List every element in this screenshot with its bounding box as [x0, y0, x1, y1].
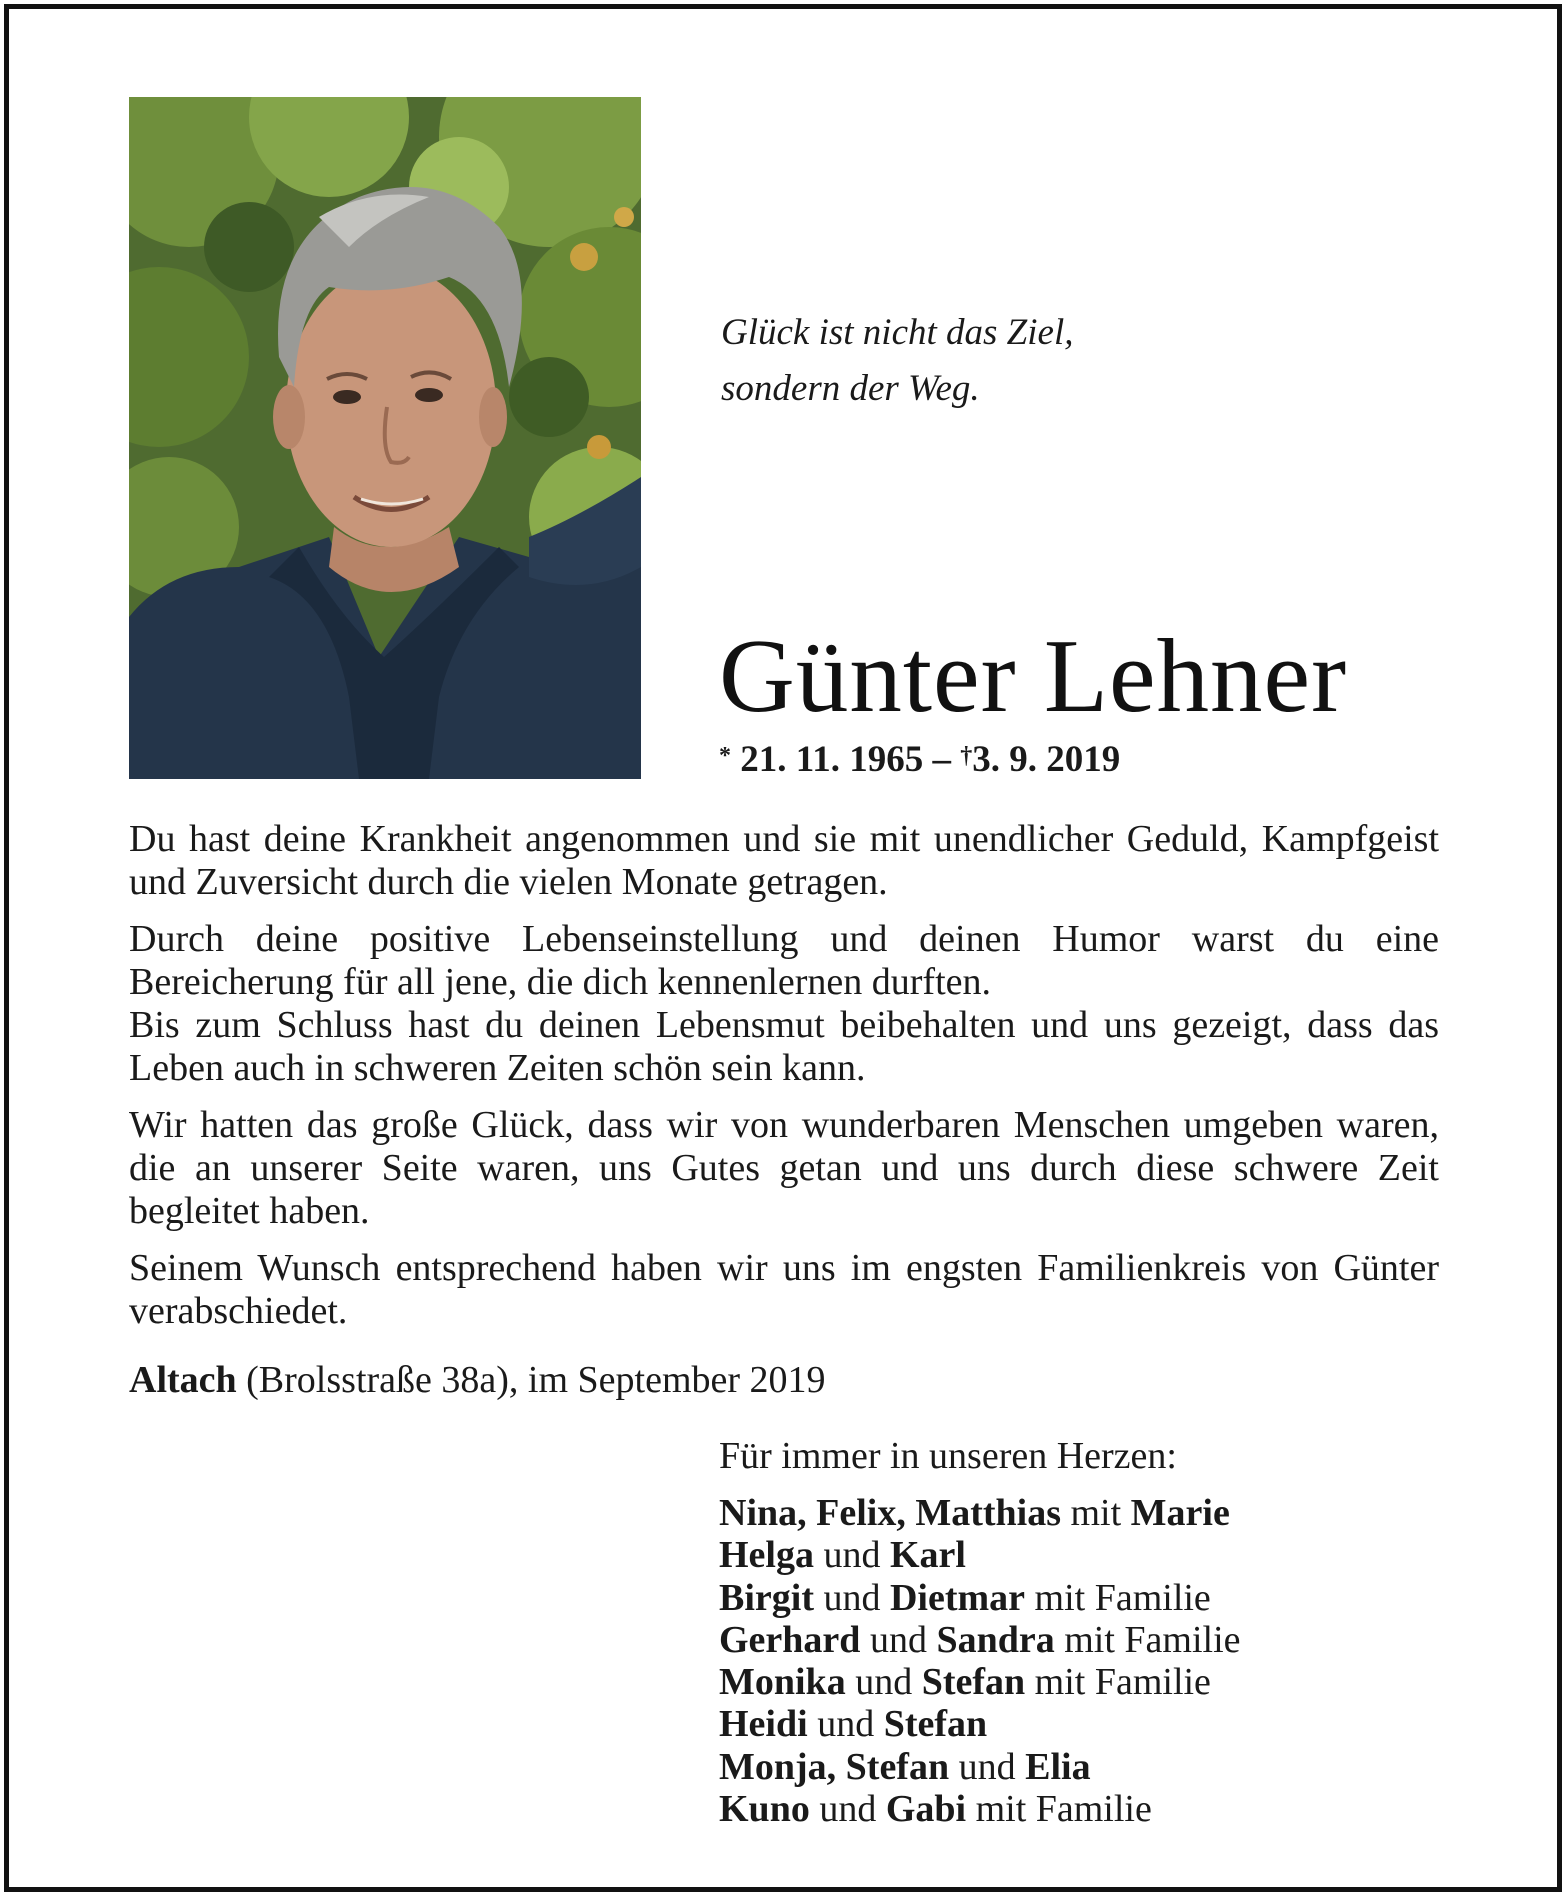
- paragraph: Seinem Wunsch entsprechend haben wir uns im engsten Familienkreis von Günter verabschiedet.: [129, 1247, 1439, 1332]
- mourners-list: [719, 1492, 1241, 1830]
- paragraph: Durch deine positive Lebenseinstellung und deinen Humor warst du eine Bereicherung für all jene, die dich kennenlernen durften.: [129, 918, 1439, 1003]
- quote: [721, 305, 1074, 417]
- mourner-row: [719, 1746, 1241, 1788]
- quote-line: Glück ist nicht das Ziel,: [721, 312, 1074, 353]
- mourner-row: [719, 1492, 1241, 1534]
- mourner-name: Stefan: [921, 1661, 1026, 1704]
- place-and-date: [129, 1356, 826, 1404]
- address-and-date: (Brolsstraße 38a), im September 2019: [236, 1359, 826, 1401]
- portrait-photo: [129, 97, 641, 779]
- mourner-connector: mit Familie: [1025, 1661, 1211, 1704]
- mourner-name: Elia: [1025, 1745, 1091, 1788]
- mourner-row: [719, 1534, 1241, 1576]
- mourners-intro: Für immer in unseren Herzen:: [719, 1435, 1177, 1477]
- mourner-row: [719, 1577, 1241, 1619]
- mourner-connector: und: [807, 1703, 884, 1746]
- paragraph: Wir hatten das große Glück, dass wir von wunderbaren Menschen umgeben waren, die an unserer Seite waren, uns Gutes getan und uns durch diese schwere Zeit begleitet haben.: [129, 1104, 1439, 1232]
- death-date: 3. 9. 2019: [972, 739, 1121, 780]
- mourners: [719, 1432, 1241, 1830]
- mourner-connector: mit Familie: [1025, 1576, 1211, 1619]
- mourner-connector: und: [860, 1618, 937, 1661]
- mourner-name: Dietmar: [889, 1576, 1026, 1619]
- mourner-connector: und: [813, 1534, 890, 1577]
- mourner-connector: und: [809, 1788, 886, 1831]
- life-dates: [719, 736, 1120, 784]
- mourner-name: Monika: [719, 1661, 846, 1704]
- mourner-name: Nina, Felix, Matthias: [719, 1492, 1061, 1534]
- mourner-connector: und: [949, 1745, 1026, 1788]
- mourner-name: Gabi: [885, 1788, 967, 1831]
- paragraph: Du hast deine Krankheit angenommen und sie mit unendlicher Geduld, Kampfgeist und Zuversicht durch die vielen Monate getragen.: [129, 818, 1439, 903]
- mourner-name: Birgit: [719, 1576, 814, 1619]
- mourner-connector: und: [813, 1576, 890, 1619]
- death-symbol: †: [960, 743, 973, 769]
- birth-date: 21. 11. 1965: [740, 739, 924, 780]
- mourner-connector: mit Familie: [1054, 1618, 1241, 1661]
- mourner-connector: und: [845, 1661, 922, 1704]
- mourner-name: Heidi: [719, 1703, 808, 1746]
- quote-line: sondern der Weg.: [721, 368, 980, 409]
- deceased-name: Günter Lehner: [719, 617, 1348, 734]
- mourner-connector: mit Familie: [966, 1788, 1152, 1831]
- mourner-name: Sandra: [936, 1618, 1055, 1661]
- mourner-row: [719, 1703, 1241, 1745]
- paragraph: Bis zum Schluss hast du deinen Lebensmut beibehalten und uns gezeigt, dass das Leben auch in schweren Zeiten schön sein kann.: [129, 1004, 1439, 1089]
- mourner-name: Helga: [719, 1534, 814, 1577]
- obituary-text: [129, 818, 1439, 1347]
- town-name: Altach: [129, 1359, 237, 1401]
- mourner-row: [719, 1788, 1241, 1830]
- portrait-photo-icon: [129, 97, 641, 779]
- mourner-name: Kuno: [719, 1788, 810, 1831]
- birth-symbol: *: [719, 743, 731, 769]
- mourner-name: Marie: [1130, 1492, 1230, 1534]
- mourner-name: Stefan: [883, 1703, 988, 1746]
- date-separator: –: [932, 739, 951, 780]
- mourner-name: Gerhard: [719, 1618, 861, 1661]
- mourner-row: [719, 1619, 1241, 1661]
- mourner-name: Monja, Stefan: [719, 1745, 950, 1788]
- mourner-connector: mit: [1060, 1492, 1131, 1534]
- mourner-row: [719, 1661, 1241, 1703]
- mourner-name: Karl: [889, 1534, 966, 1577]
